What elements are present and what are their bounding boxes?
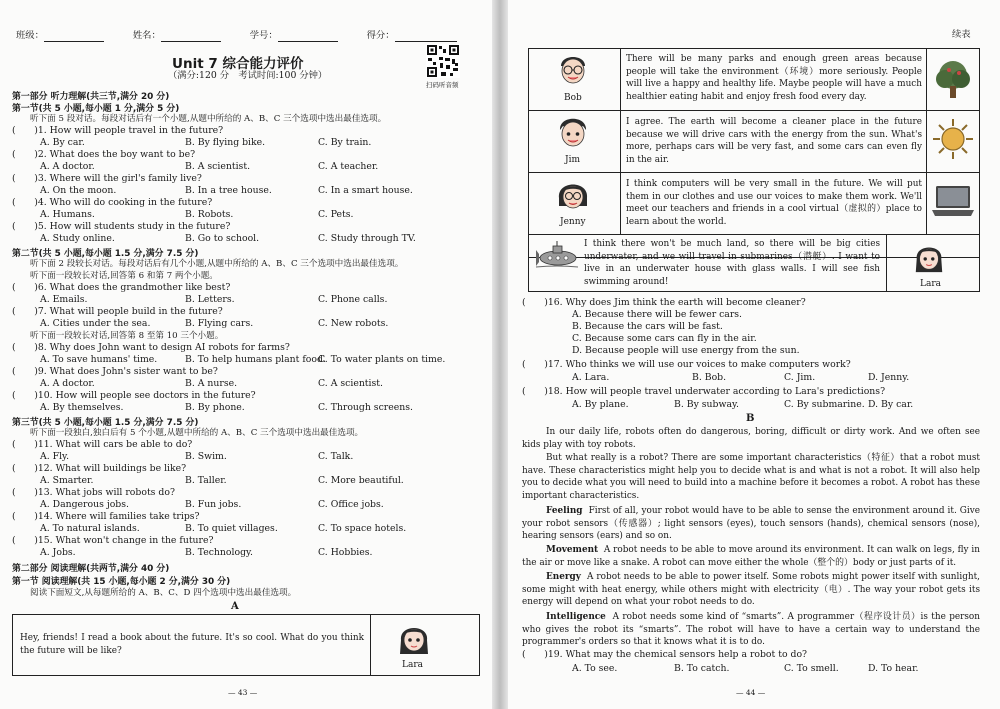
q3-option-a[interactable]: A. On the moon.	[40, 185, 117, 196]
part1-heading: 第一部分 听力理解(共三节,满分 20 分)	[12, 92, 170, 102]
q18-option-a[interactable]: A. By plane.	[572, 399, 629, 410]
qr-code-icon[interactable]	[426, 44, 460, 78]
reading-instruction: 阅读下面短文,从每题所给的 A、B、C、D 四个选项中选出最佳选项。	[30, 588, 297, 598]
bob-opinion: There will be many parks and enough green areas because people will take the environment（环境）more seriously. People will live a happy and healthy life. Maybe people will have a much healthier eating habit and enjoy fresh food every day.	[626, 54, 922, 102]
q18-option-b[interactable]: B. By subway.	[674, 399, 739, 410]
movement-paragraph	[522, 544, 980, 569]
q3-option-c[interactable]: C. In a smart house.	[318, 185, 413, 196]
lara-opinion: I think there won't be much land, so there will be big cities underwater, and we will travel in submarines（潜艇）. I want to live in an underwater house with glass walls. I will see fish swimming around!	[584, 239, 880, 287]
header-fields	[16, 30, 457, 42]
girl-jenny-avatar-icon	[556, 176, 590, 214]
q10-option-b[interactable]: B. By phone.	[185, 402, 245, 413]
row-divider	[528, 172, 980, 173]
q17-option-b[interactable]: B. Bob.	[692, 372, 727, 383]
q2-option-a[interactable]: A. A doctor.	[40, 161, 95, 172]
row-divider	[528, 110, 980, 111]
question-12[interactable]: ( )12. What will buildings be like?	[12, 463, 187, 474]
q18-option-d[interactable]: D. By car.	[868, 399, 914, 410]
q1-option-a[interactable]: A. By car.	[40, 137, 85, 148]
jim-name: Jim	[565, 155, 581, 165]
q7-option-b[interactable]: B. Flying cars.	[185, 318, 254, 329]
question-16[interactable]: ( )16. Why does Jim think the earth will become cleaner?	[522, 297, 806, 308]
q19-option-a[interactable]: A. To see.	[572, 663, 618, 674]
q17-option-c[interactable]: C. Jim.	[784, 372, 816, 383]
section1-instruction: 听下面 5 段对话。每段对话后有一个小题,从题中所给的 A、B、C 三个选项中选出最佳选项。	[30, 114, 387, 124]
section2-heading: 第二节(共 5 小题,每小题 1.5 分,满分 7.5 分)	[12, 249, 199, 259]
feeling-text: First of all, your robot would have to be able to sense the environment around it. Give your robot sensors（传感器）; light sensors (eyes), touch sensors (hands), chemical sensors (nose), hearing sensors (ears) and so on.	[522, 506, 980, 542]
question-4[interactable]: ( )4. Who will do cooking in the future?	[12, 197, 213, 208]
q18-option-c[interactable]: C. By submarine.	[784, 399, 865, 410]
q8-option-b[interactable]: B. To help humans plant food.	[185, 354, 326, 365]
question-11[interactable]: ( )11. What will cars be able to do?	[12, 439, 193, 450]
score-blank[interactable]	[395, 32, 457, 42]
q17-option-d[interactable]: D. Jenny.	[868, 372, 910, 383]
passage-b-paragraph-2: But what really is a robot? There are some important characteristics（特征）that a robot must have. These characteristics might help you to decide what is and what is not a robot. It will also help you to decide what you will need to build into a machine before it becomes a robot. A robot has these important characteristics.	[522, 453, 980, 501]
column-divider	[926, 48, 927, 234]
question-10[interactable]: ( )10. How will people see doctors in the future?	[12, 390, 256, 401]
lara-row	[528, 234, 980, 292]
question-6[interactable]: ( )6. What does the grandmother like best?	[12, 282, 231, 293]
q14-option-a[interactable]: A. To natural islands.	[40, 523, 140, 534]
class-label: 班级：	[16, 30, 44, 41]
left-page	[0, 0, 492, 709]
sun-icon	[932, 118, 974, 160]
q9-option-a[interactable]: A. A doctor.	[40, 378, 95, 389]
question-17[interactable]: ( )17. Who thinks we will use our voices to make computers work?	[522, 359, 851, 370]
q15-option-a[interactable]: A. Jobs.	[40, 547, 76, 558]
column-divider	[886, 234, 887, 292]
lara-name: Lara	[402, 660, 424, 670]
class-blank[interactable]	[44, 32, 104, 42]
q14-option-c[interactable]: C. To space hotels.	[318, 523, 407, 534]
q15-option-b[interactable]: B. Technology.	[185, 547, 253, 558]
q3-option-b[interactable]: B. In a tree house.	[185, 185, 272, 196]
score-label: 得分：	[366, 30, 395, 41]
section2-instruction: 听下面 2 段较长对话。每段对话后有几个小题,从题中所给的 A、B、C 三个选项中选出最佳选项。	[30, 259, 404, 269]
name-label: 姓名：	[132, 30, 161, 41]
section1-heading: 第一节(共 5 小题,每小题 1 分,满分 5 分)	[12, 104, 180, 114]
q10-option-c[interactable]: C. Through screens.	[318, 402, 413, 413]
right-page	[508, 0, 1000, 709]
question-1[interactable]: ( )1. How will people travel in the future?	[12, 125, 224, 136]
q4-option-c[interactable]: C. Pets.	[318, 209, 354, 220]
q4-option-a[interactable]: A. Humans.	[40, 209, 95, 220]
q13-option-a[interactable]: A. Dangerous jobs.	[40, 499, 129, 510]
passage-a-label: A	[231, 601, 239, 612]
question-7[interactable]: ( )7. What will people build in the future?	[12, 306, 223, 317]
q5-option-c[interactable]: C. Study through TV.	[318, 233, 416, 244]
q11-option-c[interactable]: C. Talk.	[318, 451, 354, 462]
exam-info: （满分:120 分 考试时间:100 分钟）	[168, 70, 328, 81]
number-label: 学号：	[249, 30, 278, 41]
q11-option-b[interactable]: B. Swim.	[185, 451, 227, 462]
q5-option-a[interactable]: A. Study online.	[40, 233, 115, 244]
section3-heading: 第三节(共 5 小题,每小题 1.5 分,满分 7.5 分)	[12, 418, 199, 428]
section2-sub1: 听下面一段较长对话,回答第 6 和第 7 两个小题。	[30, 271, 218, 281]
q19-option-c[interactable]: C. To smell.	[784, 663, 839, 674]
question-18[interactable]: ( )18. How will people travel underwater according to Lara's predictions?	[522, 386, 886, 397]
name-blank[interactable]	[161, 32, 221, 42]
bob-name: Bob	[564, 93, 582, 103]
q9-option-b[interactable]: B. A nurse.	[185, 378, 238, 389]
lara-intro-text: Hey, friends! I read a book about the future. It's so cool. What do you think the future will be like?	[20, 633, 364, 656]
q16-option-c[interactable]: C. Because some cars can fly in the air.	[572, 333, 757, 344]
q16-option-d[interactable]: D. Because people will use energy from the sun.	[572, 345, 800, 356]
boy-bob-avatar-icon	[556, 52, 590, 90]
q6-option-b[interactable]: B. Letters.	[185, 294, 235, 305]
question-19[interactable]: ( )19. What may the chemical sensors help a robot to do?	[522, 649, 808, 660]
q2-option-b[interactable]: B. A scientist.	[185, 161, 251, 172]
q13-option-c[interactable]: C. Office jobs.	[318, 499, 384, 510]
laptop-icon	[930, 184, 976, 220]
section2-sub2: 听下面一段较长对话,回答第 8 至第 10 三个小题。	[30, 331, 224, 341]
energy-text: A robot needs to be able to power itself. Some robots might power itself with sunlight, some might with heat energy, while others might with electricity（电）. The way your robot gets its energy will depend on what your robot needs to do.	[522, 572, 980, 608]
q4-option-b[interactable]: B. Robots.	[185, 209, 234, 220]
page-number-43: — 43 —	[228, 688, 258, 697]
q10-option-a[interactable]: A. By themselves.	[40, 402, 124, 413]
movement-heading: Movement	[546, 545, 599, 555]
q12-option-a[interactable]: A. Smarter.	[40, 475, 94, 486]
book-gutter	[492, 0, 508, 709]
column-divider	[620, 48, 621, 234]
q17-option-a[interactable]: A. Lara.	[572, 372, 610, 383]
question-15[interactable]: ( )15. What won't change in the future?	[12, 535, 214, 546]
question-3[interactable]: ( )3. Where will the girl's family live?	[12, 173, 202, 184]
question-5[interactable]: ( )5. How will students study in the future?	[12, 221, 231, 232]
energy-paragraph	[522, 571, 980, 609]
q1-option-c[interactable]: C. By train.	[318, 137, 372, 148]
q16-option-b[interactable]: B. Because the cars will be fast.	[572, 321, 723, 332]
q5-option-b[interactable]: B. Go to school.	[185, 233, 260, 244]
q12-option-b[interactable]: B. Taller.	[185, 475, 227, 486]
jenny-opinion: I think computers will be very small in the future. We will put them in our clothes and use our voices to make them work. We'll meet our teachers and friends in a cool virtual（虚拟的）place to learn about the world.	[626, 179, 922, 227]
question-2[interactable]: ( )2. What does the boy want to be?	[12, 149, 196, 160]
q8-option-c[interactable]: C. To water plants on time.	[318, 354, 446, 365]
page-number-44: — 44 —	[736, 688, 766, 697]
number-blank[interactable]	[278, 32, 338, 42]
q15-option-c[interactable]: C. Hobbies.	[318, 547, 373, 558]
continued-label: 续表	[952, 29, 971, 40]
q19-option-b[interactable]: B. To catch.	[674, 663, 730, 674]
q13-option-b[interactable]: B. Fun jobs.	[185, 499, 242, 510]
boy-jim-avatar-icon	[556, 114, 590, 152]
intelligence-paragraph	[522, 611, 980, 649]
feeling-paragraph	[522, 505, 980, 543]
q2-option-c[interactable]: C. A teacher.	[318, 161, 379, 172]
energy-heading: Energy	[546, 572, 581, 582]
q6-option-a[interactable]: A. Emails.	[40, 294, 88, 305]
feeling-heading: Feeling	[546, 506, 583, 516]
movement-text: A robot needs to be able to move around its environment. It can walk on legs, fly in the air or move like a snake. A robot can move either the whole（整个的）body or just parts of it.	[522, 545, 980, 568]
lara-name-right: Lara	[920, 279, 942, 289]
q12-option-c[interactable]: C. More beautiful.	[318, 475, 404, 486]
page-title: Unit 7 综合能力评价	[172, 56, 304, 72]
passage-b-paragraph-1: In our daily life, robots often do dangerous, boring, difficult or dirty work. And we often see kids play with toy robots.	[522, 427, 980, 450]
lara-box-divider	[370, 614, 371, 676]
intelligence-heading: Intelligence	[546, 612, 606, 622]
question-9[interactable]: ( )9. What does John's sister want to be?	[12, 366, 218, 377]
section3-instruction: 听下面一段独白,独白后有 5 个小题,从题中所给的 A、B、C 三个选项中选出最佳选项。	[30, 428, 364, 438]
intelligence-text: A robot needs some kind of “smarts”. A programmer（程序设计员）is the person who gives the robot its “smarts”. The robot will have to have a certain way to understand the programmer's orders so that it knows what it is to do.	[522, 612, 980, 648]
passage-b-label: B	[746, 413, 755, 424]
q1-option-b[interactable]: B. By flying bike.	[185, 137, 266, 148]
question-13[interactable]: ( )13. What jobs will robots do?	[12, 487, 175, 498]
q11-option-a[interactable]: A. Fly.	[40, 451, 70, 462]
jenny-name: Jenny	[560, 217, 586, 227]
q7-option-a[interactable]: A. Cities under the sea.	[40, 318, 151, 329]
q14-option-b[interactable]: B. To quiet villages.	[185, 523, 278, 534]
question-8[interactable]: ( )8. Why does John want to design AI robots for farms?	[12, 342, 290, 353]
part2-heading: 第二部分 阅读理解(共两节,满分 40 分)	[12, 564, 170, 574]
q19-option-d[interactable]: D. To hear.	[868, 663, 919, 674]
q8-option-a[interactable]: A. To save humans' time.	[40, 354, 158, 365]
question-14[interactable]: ( )14. Where will families take trips?	[12, 511, 200, 522]
qr-caption: 扫码听音频	[426, 81, 459, 89]
q16-option-a[interactable]: A. Because there will be fewer cars.	[572, 309, 743, 320]
girl-avatar-icon	[396, 618, 432, 658]
q7-option-c[interactable]: C. New robots.	[318, 318, 389, 329]
reading-section-heading: 第一节 阅读理解(共 15 小题,每小题 2 分,满分 30 分)	[12, 577, 231, 587]
q6-option-c[interactable]: C. Phone calls.	[318, 294, 388, 305]
tree-icon	[932, 58, 974, 100]
q9-option-c[interactable]: C. A scientist.	[318, 378, 383, 389]
jim-opinion: I agree. The earth will become a cleaner place in the future because we will drive cars with the energy from the sun. What's more, perhaps cars will be very fast, and some cars can even fly in the air.	[626, 117, 922, 165]
